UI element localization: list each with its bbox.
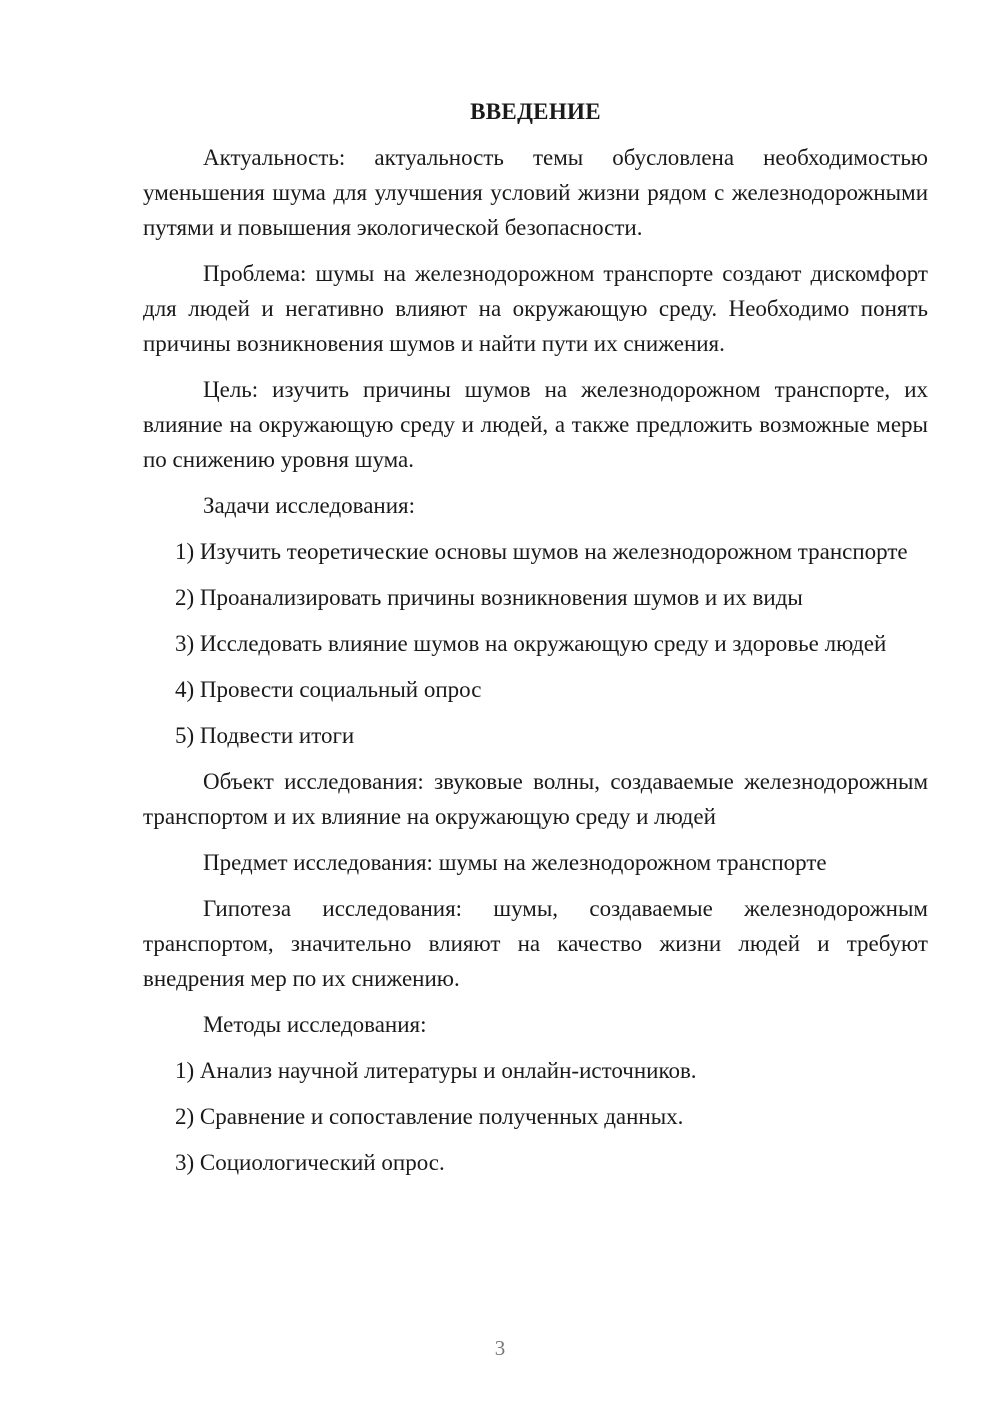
method-item-1: 1) Анализ научной литературы и онлайн-источников.	[175, 1058, 697, 1083]
method-item-3: 3) Социологический опрос.	[175, 1150, 445, 1175]
problem-paragraph: Проблема: шумы на железнодорожном транспорте создают дискомфорт для людей и негативно влияют на окружающую среду. Необходимо понять причины возникновения шумов и найти пути их снижения.	[143, 261, 928, 356]
object-paragraph: Объект исследования: звуковые волны, создаваемые железнодорожным транспортом и их влияние на окружающую среду и людей	[143, 769, 928, 829]
page-content	[143, 94, 928, 1191]
methods-title: Методы исследования:	[203, 1012, 427, 1037]
subject-paragraph: Предмет исследования: шумы на железнодорожном транспорте	[203, 850, 827, 875]
tasks-title: Задачи исследования:	[203, 493, 416, 518]
goal-paragraph: Цель: изучить причины шумов на железнодорожном транспорте, их влияние на окружающую среду и людей, а также предложить возможные меры по снижению уровня шума.	[143, 377, 928, 472]
task-item-3: 3) Исследовать влияние шумов на окружающую среду и здоровье людей	[175, 631, 887, 656]
hypothesis-paragraph: Гипотеза исследования: шумы, создаваемые железнодорожным транспортом, значительно влияют на качество жизни людей и требуют внедрения мер по их снижению.	[143, 896, 928, 991]
section-heading: ВВЕДЕНИЕ	[470, 99, 601, 124]
method-item-2: 2) Сравнение и сопоставление полученных данных.	[175, 1104, 684, 1129]
task-item-2: 2) Проанализировать причины возникновения шумов и их виды	[175, 585, 803, 610]
relevance-paragraph: Актуальность: актуальность темы обусловлена необходимостью уменьшения шума для улучшения условий жизни рядом с железнодорожными путями и повышения экологической безопасности.	[143, 145, 928, 240]
task-item-1: 1) Изучить теоретические основы шумов на железнодорожном транспорте	[175, 539, 908, 564]
task-item-5: 5) Подвести итоги	[175, 723, 355, 748]
task-item-4: 4) Провести социальный опрос	[175, 677, 482, 702]
page-number: 3	[494, 1336, 506, 1360]
